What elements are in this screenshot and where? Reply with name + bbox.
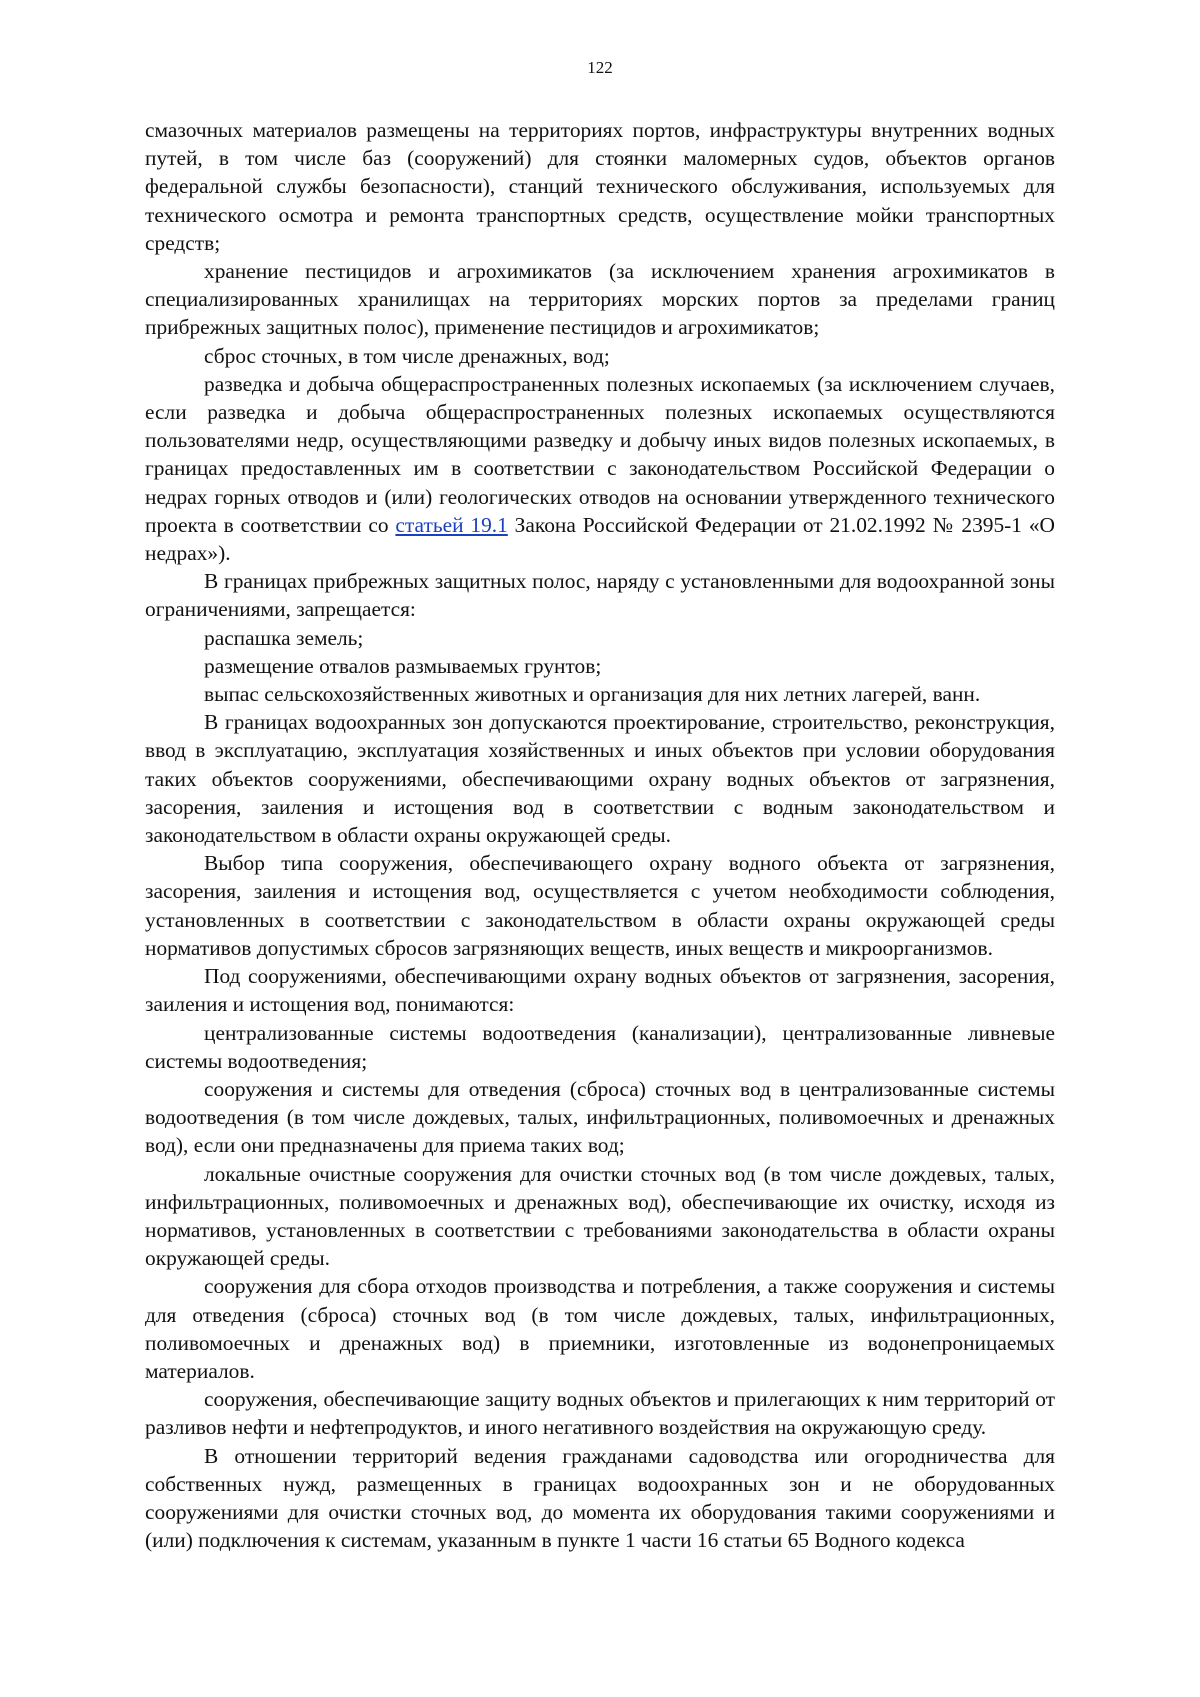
paragraph-coastal-strip-prohibitions: В границах прибрежных защитных полос, наряду с установленными для водоохранной зоны ограничениями, запрещается: (145, 569, 1055, 622)
paragraph-grazing: выпас сельскохозяйственных животных и организация для них летних лагерей, ванн. (204, 682, 981, 707)
paragraph-gardening-territories: В отношении территорий ведения гражданами садоводства или огородничества для собственных нужд, размещенных в границах водоохранных зон и не оборудованных сооружениями для очистки сточных вод, до момента их оборудования такими сооружениями и (или) подключения к системам, указанным в пункте 1 части 16 статьи 65 Водного кодекса (145, 1443, 1055, 1553)
page-number: 122 (587, 58, 613, 77)
paragraph-wastewater-discharge: сброс сточных, в том числе дренажных, вод; (204, 343, 610, 368)
article-19-1-link[interactable]: статьей 19.1 (395, 512, 508, 537)
paragraph-centralized-drainage: централизованные системы водоотведения (канализации), централизованные ливневые системы водоотведения; (145, 1020, 1055, 1073)
paragraph-waste-collection: сооружения для сбора отходов производства и потребления, а также сооружения и системы для отведения (сброса) сточных вод (в том числе дождевых, талых, инфильтрационных, поливомоечных и дренажных вод) в приемники, изготовленные из водонепроницаемых материалов. (145, 1274, 1055, 1383)
paragraph-oil-spill-protection: сооружения, обеспечивающие защиту водных объектов и прилегающих к ним территорий от разливов нефти и нефтепродуктов, и иного негативного воздействия на окружающую среду. (145, 1387, 1055, 1440)
paragraph-construction-permitted: В границах водоохранных зон допускаются проектирование, строительство, реконструкция, ввод в эксплуатацию, эксплуатация хозяйственных и иных объектов при условии оборудования таких объектов сооружениями, обеспечивающими охрану водных объектов от загрязнения, засорения, заиления и истощения вод в соответствии с водным законодательством и законодательством в области охраны окружающей среды. (145, 710, 1055, 848)
paragraph-wastewater-systems: сооружения и системы для отведения (сброса) сточных вод в централизованные системы водоотведения (в том числе дождевых, талых, инфильтрационных, поливомоечных и дренажных вод), если они предназначены для приема таких вод; (145, 1076, 1055, 1158)
paragraph-pesticides-storage: хранение пестицидов и агрохимикатов (за исключением хранения агрохимикатов в специализированных хранилищах на территориях морских портов за пределами границ прибрежных защитных полос), применение пестицидов и агрохимикатов; (145, 259, 1055, 340)
paragraph-plowing: распашка земель; (204, 625, 364, 650)
mineral-extraction-text-before-link: разведка и добыча общераспространенных полезных ископаемых (за исключением случаев, если разведка и добыча общераспространенных полезных ископаемых осуществляются пользователями недр, осуществляющими разведку и добычу иных видов полезных ископаемых, в границах предоставленных им в соответствии с законодательством Российской Федерации о недрах горных отводов и (или) геологических отводов на основании утвержденного технического проекта в соответствии со (145, 371, 1055, 537)
paragraph-local-treatment: локальные очистные сооружения для очистки сточных вод (в том числе дождевых, талых, инфильтрационных, поливомоечных и дренажных вод), обеспечивающие их очистку, исходя из нормативов, установленных в соответствии с требованиями законодательства в области охраны окружающей среды. (145, 1161, 1055, 1271)
mineral-extraction-text-after-link: Закона Российской Федерации от 21.02.1992 № 2395-1 «О недрах»). (145, 512, 1055, 566)
paragraph-protective-structures-definition: Под сооружениями, обеспечивающими охрану водных объектов от загрязнения, засорения, заиления и истощения вод, понимаются: (145, 964, 1055, 1017)
document-body (145, 116, 1055, 1554)
paragraph-structure-type-choice: Выбор типа сооружения, обеспечивающего охрану водного объекта от загрязнения, засорения, заиления и истощения вод, осуществляется с учетом необходимости соблюдения, установленных в соответствии с законодательством в области охраны окружающей среды нормативов допустимых сбросов загрязняющих веществ, иных веществ и микроорганизмов. (145, 851, 1055, 960)
paragraph-soil-dumps: размещение отвалов размываемых грунтов; (204, 653, 602, 678)
paragraph-mineral-extraction (145, 370, 1055, 567)
paragraph-continuation: смазочных материалов размещены на территориях портов, инфраструктуры внутренних водных путей, в том числе баз (сооружений) для стоянки маломерных судов, объектов органов федеральной службы безопасности), станций технического обслуживания, используемых для технического осмотра и ремонта транспортных средств, осуществление мойки транспортных средств; (145, 118, 1055, 255)
